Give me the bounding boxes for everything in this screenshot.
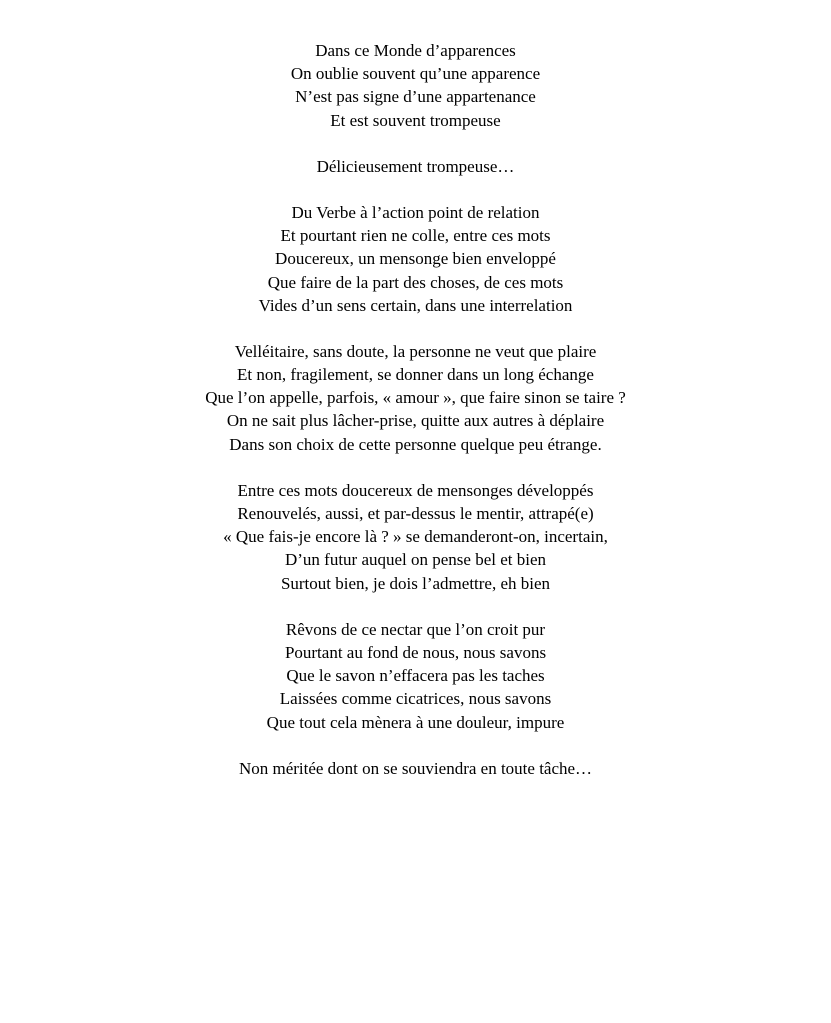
poem-line: Et est souvent trompeuse — [330, 110, 501, 130]
poem-line: On oublie souvent qu’une apparence — [290, 64, 541, 84]
poem-line: Laissées comme cicatrices, nous savons — [279, 689, 552, 709]
poem-line: Que faire de la part des choses, de ces mots — [267, 272, 564, 292]
poem-line: Que le savon n’effacera pas les taches — [286, 666, 545, 686]
poem-line: Entre ces mots doucereux de mensonges développés — [237, 480, 594, 500]
poem-line: Rêvons de ce nectar que l’on croit pur — [285, 619, 546, 639]
poem-line: Du Verbe à l’action point de relation — [291, 202, 540, 222]
stanza-4 — [0, 340, 831, 456]
poem-line: Que tout cela mènera à une douleur, impure — [266, 712, 565, 732]
poem-line: Velléitaire, sans doute, la personne ne veut que plaire — [234, 341, 597, 361]
poem-line: Pourtant au fond de nous, nous savons — [284, 642, 547, 662]
poem-line: Surtout bien, je dois l’admettre, eh bien — [280, 573, 551, 593]
stanza-6 — [0, 618, 831, 734]
poem-line: « Que fais-je encore là ? » se demanderont-on, incertain, — [223, 527, 608, 547]
poem-line: D’un futur auquel on pense bel et bien — [284, 550, 547, 570]
poem-line: Vides d’un sens certain, dans une interrelation — [258, 295, 573, 315]
stanza-2 — [0, 155, 831, 178]
poem-line: Non méritée dont on se souviendra en toute tâche… — [238, 758, 593, 778]
poem-line: Que l’on appelle, parfois, « amour », que faire sinon se taire ? — [205, 388, 626, 408]
poem — [0, 39, 831, 803]
poem-line: Dans ce Monde d’apparences — [315, 41, 516, 60]
poem-line: Dans son choix de cette personne quelque peu étrange. — [229, 434, 602, 454]
poem-line: On ne sait plus lâcher-prise, quitte aux autres à déplaire — [226, 411, 605, 431]
poem-line: Doucereux, un mensonge bien enveloppé — [275, 249, 556, 269]
poem-line: Renouvelés, aussi, et par-dessus le mentir, attrapé(e) — [237, 504, 594, 523]
poem-line: Délicieusement trompeuse… — [316, 156, 515, 176]
stanza-7 — [0, 757, 831, 780]
poem-line: N’est pas signe d’une appartenance — [295, 87, 536, 107]
stanza-3 — [0, 201, 831, 317]
stanza-5 — [0, 479, 831, 595]
poem-line: Et non, fragilement, se donner dans un long échange — [237, 365, 594, 385]
stanza-1 — [0, 39, 831, 132]
poem-line: Et pourtant rien ne colle, entre ces mots — [280, 226, 551, 246]
